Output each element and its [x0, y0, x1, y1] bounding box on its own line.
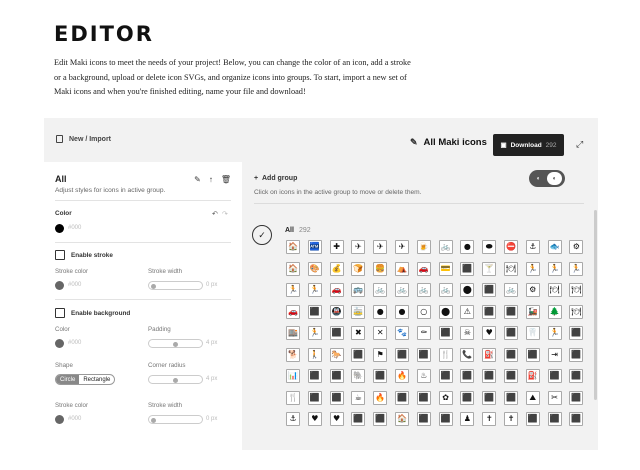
- maki-icon-tile[interactable]: ⬛: [569, 391, 583, 405]
- enable-background-checkbox[interactable]: [55, 308, 65, 318]
- enable-stroke-checkbox[interactable]: [55, 250, 65, 260]
- maki-icon-tile[interactable]: ♥: [330, 412, 344, 426]
- divider: [55, 200, 231, 201]
- maki-icon-tile[interactable]: 🐕: [286, 348, 300, 362]
- new-import-button[interactable]: [56, 135, 111, 143]
- maki-icon-tile[interactable]: ⚠: [460, 305, 474, 319]
- color-hex[interactable]: #000: [68, 225, 82, 231]
- maki-icon-tile[interactable]: 🏃: [526, 262, 540, 276]
- maki-icon-tile[interactable]: 🚲: [439, 283, 453, 297]
- maki-icon-tile[interactable]: ○: [417, 305, 431, 319]
- maki-icon-tile[interactable]: 🍴: [439, 348, 453, 362]
- color-label: Color: [55, 210, 72, 217]
- maki-icon-tile[interactable]: ⬛: [504, 391, 518, 405]
- maki-icon-tile[interactable]: ⚑: [373, 348, 387, 362]
- maki-icon-tile[interactable]: ✈: [395, 240, 409, 254]
- stroke-width-value: 0 px: [206, 282, 218, 288]
- maki-icon-tile[interactable]: ⛽: [482, 348, 496, 362]
- maki-icon-tile[interactable]: 🐟: [548, 240, 562, 254]
- maki-icon-tile[interactable]: ♥: [308, 412, 322, 426]
- color-swatch[interactable]: [55, 224, 64, 233]
- maki-icon-tile[interactable]: 🏧: [308, 240, 322, 254]
- maki-icon-tile[interactable]: ⬛: [504, 326, 518, 340]
- maki-icon-tile[interactable]: 🦷: [526, 326, 540, 340]
- maki-icon-tile[interactable]: 🚲: [417, 283, 431, 297]
- editor-workspace: [44, 118, 598, 450]
- maki-icon-tile[interactable]: ⛽: [526, 369, 540, 383]
- maki-icon-tile[interactable]: ⛔: [504, 240, 518, 254]
- maki-icon-tile[interactable]: 🍸: [482, 262, 496, 276]
- edit-icon[interactable]: ✎: [194, 175, 201, 184]
- add-group-label: Add group: [261, 175, 298, 182]
- maki-icon-tile[interactable]: ⛰: [526, 391, 540, 405]
- maki-icon-tile[interactable]: 🚂: [526, 305, 540, 319]
- group-label: [285, 227, 311, 234]
- maki-icon-tile[interactable]: 🚗: [286, 305, 300, 319]
- maki-icon-tile[interactable]: ⬛: [460, 369, 474, 383]
- maki-icon-tile[interactable]: ⬛: [482, 391, 496, 405]
- enable-stroke-label: Enable stroke: [71, 252, 113, 259]
- maki-icon-tile[interactable]: ⚰: [417, 326, 431, 340]
- slider-knob[interactable]: [173, 378, 178, 383]
- maki-icon-tile[interactable]: 🚲: [373, 283, 387, 297]
- maki-icon-tile[interactable]: ♨: [417, 369, 431, 383]
- maki-icon-tile[interactable]: 🏠: [286, 262, 300, 276]
- intro-text: Edit Maki icons to meet the needs of your project! Below, you can change the color of an icon, add a stroke or a background, upload or delete icon SVGs, and organize icons into groups. To start, import a new set of Maki icons and when you're finished editing, name your file and download!: [54, 58, 411, 96]
- contrast-alt-icon[interactable]: ◐: [547, 172, 562, 185]
- maki-icon-tile[interactable]: ⬛: [351, 348, 365, 362]
- maki-icon-tile[interactable]: ✈: [373, 240, 387, 254]
- stroke-color-hex[interactable]: #000: [68, 282, 82, 288]
- maki-icon-tile[interactable]: 🏃: [548, 262, 562, 276]
- maki-icon-tile[interactable]: ⬛: [308, 369, 322, 383]
- maki-icon-tile[interactable]: ⚓: [526, 240, 540, 254]
- padding-label: Padding: [148, 326, 171, 333]
- maki-icon-tile[interactable]: ⬤: [460, 283, 474, 297]
- panel-subtitle: Adjust styles for icons in active group.: [55, 187, 166, 194]
- stroke-width-label: Stroke width: [148, 268, 183, 275]
- maki-icon-tile[interactable]: ⬛: [395, 391, 409, 405]
- maki-icon-tile[interactable]: 🔥: [373, 391, 387, 405]
- stroke-color-swatch[interactable]: [55, 281, 64, 290]
- maki-icon-tile[interactable]: ⬛: [504, 348, 518, 362]
- maki-icon-tile[interactable]: ⬛: [417, 348, 431, 362]
- maki-icon-tile[interactable]: ⚓: [286, 412, 300, 426]
- maki-icon-tile[interactable]: ⬛: [373, 412, 387, 426]
- maki-icon-tile[interactable]: 📞: [460, 348, 474, 362]
- group-active-check-icon[interactable]: ✓: [252, 225, 272, 245]
- maki-icon-tile[interactable]: ⬛: [417, 412, 431, 426]
- style-panel: [44, 162, 242, 450]
- slider-knob[interactable]: [173, 342, 178, 347]
- maki-icon-tile[interactable]: ✈: [351, 240, 365, 254]
- group-count: 292: [298, 227, 311, 234]
- slider-knob[interactable]: [151, 284, 156, 289]
- maki-icon-tile[interactable]: 🍽: [548, 283, 562, 297]
- maki-icon-tile[interactable]: ⬛: [569, 326, 583, 340]
- pencil-icon[interactable]: ✎: [410, 137, 418, 147]
- maki-icon-tile[interactable]: 🍽: [504, 262, 518, 276]
- maki-icon-tile[interactable]: ⬛: [548, 412, 562, 426]
- maki-icon-tile[interactable]: 🚗: [330, 283, 344, 297]
- maki-icon-tile[interactable]: ⬛: [526, 348, 540, 362]
- hero: [54, 22, 454, 100]
- shape-rectangle-option[interactable]: Rectangle: [83, 377, 111, 383]
- slider-knob[interactable]: [151, 418, 156, 423]
- corner-radius-label: Corner radius: [148, 362, 186, 369]
- maki-icon-tile[interactable]: ♥: [482, 326, 496, 340]
- maki-icon-tile[interactable]: 🏬: [286, 326, 300, 340]
- bg-color-label: Color: [55, 326, 70, 333]
- maki-icon-tile[interactable]: ✂: [548, 391, 562, 405]
- maki-icon-tile[interactable]: ⬛: [439, 369, 453, 383]
- theme-toggle[interactable]: [529, 170, 565, 187]
- maki-icon-tile[interactable]: ⬛: [439, 326, 453, 340]
- maki-icon-tile[interactable]: ⬛: [351, 412, 365, 426]
- maki-icon-tile[interactable]: ⬛: [460, 391, 474, 405]
- maki-icon-tile[interactable]: ⬛: [330, 326, 344, 340]
- trash-icon[interactable]: 🗑: [220, 175, 231, 184]
- corner-radius-value: 4 px: [206, 376, 218, 382]
- maki-icon-tile[interactable]: ⬛: [548, 369, 562, 383]
- maki-icon-tile[interactable]: ⬛: [482, 283, 496, 297]
- bg-color-hex[interactable]: #000: [68, 340, 82, 346]
- maki-icon-tile[interactable]: ⬛: [504, 305, 518, 319]
- maki-icon-tile[interactable]: 🚶: [308, 348, 322, 362]
- maki-icon-tile[interactable]: 🔥: [395, 369, 409, 383]
- bg-color-swatch[interactable]: [55, 339, 64, 348]
- maki-icon-tile[interactable]: 🚲: [504, 283, 518, 297]
- maki-icon-tile[interactable]: 🍽: [569, 305, 583, 319]
- stroke-color-label: Stroke color: [55, 268, 89, 275]
- icon-grid: [286, 240, 592, 434]
- maki-icon-tile[interactable]: ⬛: [330, 391, 344, 405]
- maki-icon-tile[interactable]: 🍞: [351, 262, 365, 276]
- maki-icon-tile[interactable]: ⇥: [548, 348, 562, 362]
- maki-icon-tile[interactable]: ☕: [351, 391, 365, 405]
- maki-icon-tile[interactable]: ⬛: [395, 348, 409, 362]
- maki-icon-tile[interactable]: 💰: [330, 262, 344, 276]
- maki-icon-tile[interactable]: 🎨: [308, 262, 322, 276]
- arrow-up-icon[interactable]: ↑: [208, 175, 213, 184]
- undo-icon[interactable]: ↶: [212, 211, 218, 218]
- maki-icon-tile[interactable]: ⚙: [569, 240, 583, 254]
- corner-radius-slider[interactable]: [148, 375, 203, 384]
- maki-icon-tile[interactable]: ✚: [330, 240, 344, 254]
- maki-icon-tile[interactable]: ●: [395, 305, 409, 319]
- maki-icon-tile[interactable]: 📊: [286, 369, 300, 383]
- maki-icon-tile[interactable]: 🐘: [351, 369, 365, 383]
- maki-icon-tile[interactable]: ⬛: [308, 305, 322, 319]
- maki-icon-tile[interactable]: 🚲: [439, 240, 453, 254]
- new-import-label: New / Import: [69, 135, 112, 143]
- document-icon: [56, 135, 63, 143]
- maki-icon-tile[interactable]: 🍴: [286, 391, 300, 405]
- maki-icon-tile[interactable]: 🌲: [548, 305, 562, 319]
- shape-label: Shape: [55, 362, 73, 369]
- toolbar: [44, 118, 598, 162]
- maki-icon-tile[interactable]: ♟: [460, 412, 474, 426]
- maki-icon-tile[interactable]: 🍺: [417, 240, 431, 254]
- group-title: All: [55, 174, 67, 184]
- maki-icon-tile[interactable]: ⬛: [569, 348, 583, 362]
- add-group-button[interactable]: + Add group: [254, 175, 298, 182]
- group-name: All: [285, 227, 294, 234]
- maki-icon-tile[interactable]: 🏃: [308, 326, 322, 340]
- maki-icon-tile[interactable]: ✝: [482, 412, 496, 426]
- divider: [254, 203, 584, 204]
- maki-icon-tile[interactable]: ⬛: [482, 305, 496, 319]
- shape-toggle: [55, 374, 115, 385]
- divider: [55, 299, 231, 300]
- groups-hint: Click on icons in the active group to move or delete them.: [254, 189, 422, 196]
- download-button[interactable]: [493, 134, 564, 156]
- maki-icon-tile[interactable]: 🍽: [569, 283, 583, 297]
- maki-icon-tile[interactable]: ⬛: [417, 391, 431, 405]
- maki-icon-tile[interactable]: ⬛: [526, 412, 540, 426]
- maki-icon-tile[interactable]: ⛺: [395, 262, 409, 276]
- bg-stroke-width-slider[interactable]: [148, 415, 203, 424]
- maki-icon-tile[interactable]: 💳: [439, 262, 453, 276]
- maki-icon-tile[interactable]: ✿: [439, 391, 453, 405]
- maki-icon-tile[interactable]: 🚌: [351, 283, 365, 297]
- bg-stroke-width-value: 0 px: [206, 416, 218, 422]
- maki-icon-tile[interactable]: 🚇: [330, 305, 344, 319]
- maki-icon-tile[interactable]: ⬬: [482, 240, 496, 254]
- maki-icon-tile[interactable]: ⬛: [308, 391, 322, 405]
- maki-icon-tile[interactable]: ✝: [504, 412, 518, 426]
- maki-icon-tile[interactable]: 🏃: [286, 283, 300, 297]
- group-tools: [194, 175, 231, 184]
- maki-icon-tile[interactable]: 🚗: [417, 262, 431, 276]
- maki-icon-tile[interactable]: ⬛: [569, 412, 583, 426]
- maki-icon-tile[interactable]: ⬛: [373, 369, 387, 383]
- download-label: Download: [510, 141, 542, 149]
- maki-icon-tile[interactable]: ✖: [351, 326, 365, 340]
- maki-icon-tile[interactable]: 🚲: [395, 283, 409, 297]
- maki-icon-tile[interactable]: ⬛: [439, 412, 453, 426]
- shape-circle-option[interactable]: Circle: [56, 375, 79, 384]
- maki-icon-tile[interactable]: 🚋: [351, 305, 365, 319]
- padding-value: 4 px: [206, 340, 218, 346]
- maki-icon-tile[interactable]: ●: [373, 305, 387, 319]
- bg-stroke-color-label: Stroke color: [55, 402, 89, 409]
- redo-icon[interactable]: ↷: [222, 211, 228, 218]
- maki-icon-tile[interactable]: ●: [460, 240, 474, 254]
- download-icon: ▣: [500, 142, 507, 149]
- groups-area: [252, 162, 598, 450]
- maki-icon-tile[interactable]: 🏃: [308, 283, 322, 297]
- maki-icon-tile[interactable]: ⬛: [330, 369, 344, 383]
- maki-icon-tile[interactable]: 🐾: [395, 326, 409, 340]
- maki-icon-tile[interactable]: ✕: [373, 326, 387, 340]
- maki-icon-tile[interactable]: 🍔: [373, 262, 387, 276]
- maki-icon-tile[interactable]: ⬤: [439, 305, 453, 319]
- download-count: 292: [545, 141, 557, 149]
- file-name[interactable]: [410, 137, 487, 148]
- stroke-width-slider[interactable]: [148, 281, 203, 290]
- divider: [55, 242, 231, 243]
- maki-icon-tile[interactable]: ⬛: [482, 369, 496, 383]
- maki-icon-tile[interactable]: 🐎: [330, 348, 344, 362]
- maki-icon-tile[interactable]: ⬛: [569, 369, 583, 383]
- enable-background-label: Enable background: [71, 310, 131, 317]
- maki-icon-tile[interactable]: 🏃: [569, 262, 583, 276]
- maki-icon-tile[interactable]: ☠: [460, 326, 474, 340]
- maki-icon-tile[interactable]: ⚙: [526, 283, 540, 297]
- maki-icon-tile[interactable]: ⬛: [504, 369, 518, 383]
- contrast-icon[interactable]: ◐: [536, 175, 541, 182]
- bg-stroke-width-label: Stroke width: [148, 402, 183, 409]
- bg-stroke-color-hex[interactable]: #000: [68, 416, 82, 422]
- bg-stroke-color-swatch[interactable]: [55, 415, 64, 424]
- file-name-label: All Maki icons: [423, 137, 487, 148]
- maki-icon-tile[interactable]: 🏠: [395, 412, 409, 426]
- maki-icon-tile[interactable]: ⬛: [460, 262, 474, 276]
- padding-slider[interactable]: [148, 339, 203, 348]
- scrollbar[interactable]: [594, 210, 597, 400]
- maki-icon-tile[interactable]: 🏠: [286, 240, 300, 254]
- maki-icon-tile[interactable]: 🏃: [548, 326, 562, 340]
- page-title: EDITOR: [54, 22, 154, 46]
- expand-icon[interactable]: ⤢: [576, 139, 584, 149]
